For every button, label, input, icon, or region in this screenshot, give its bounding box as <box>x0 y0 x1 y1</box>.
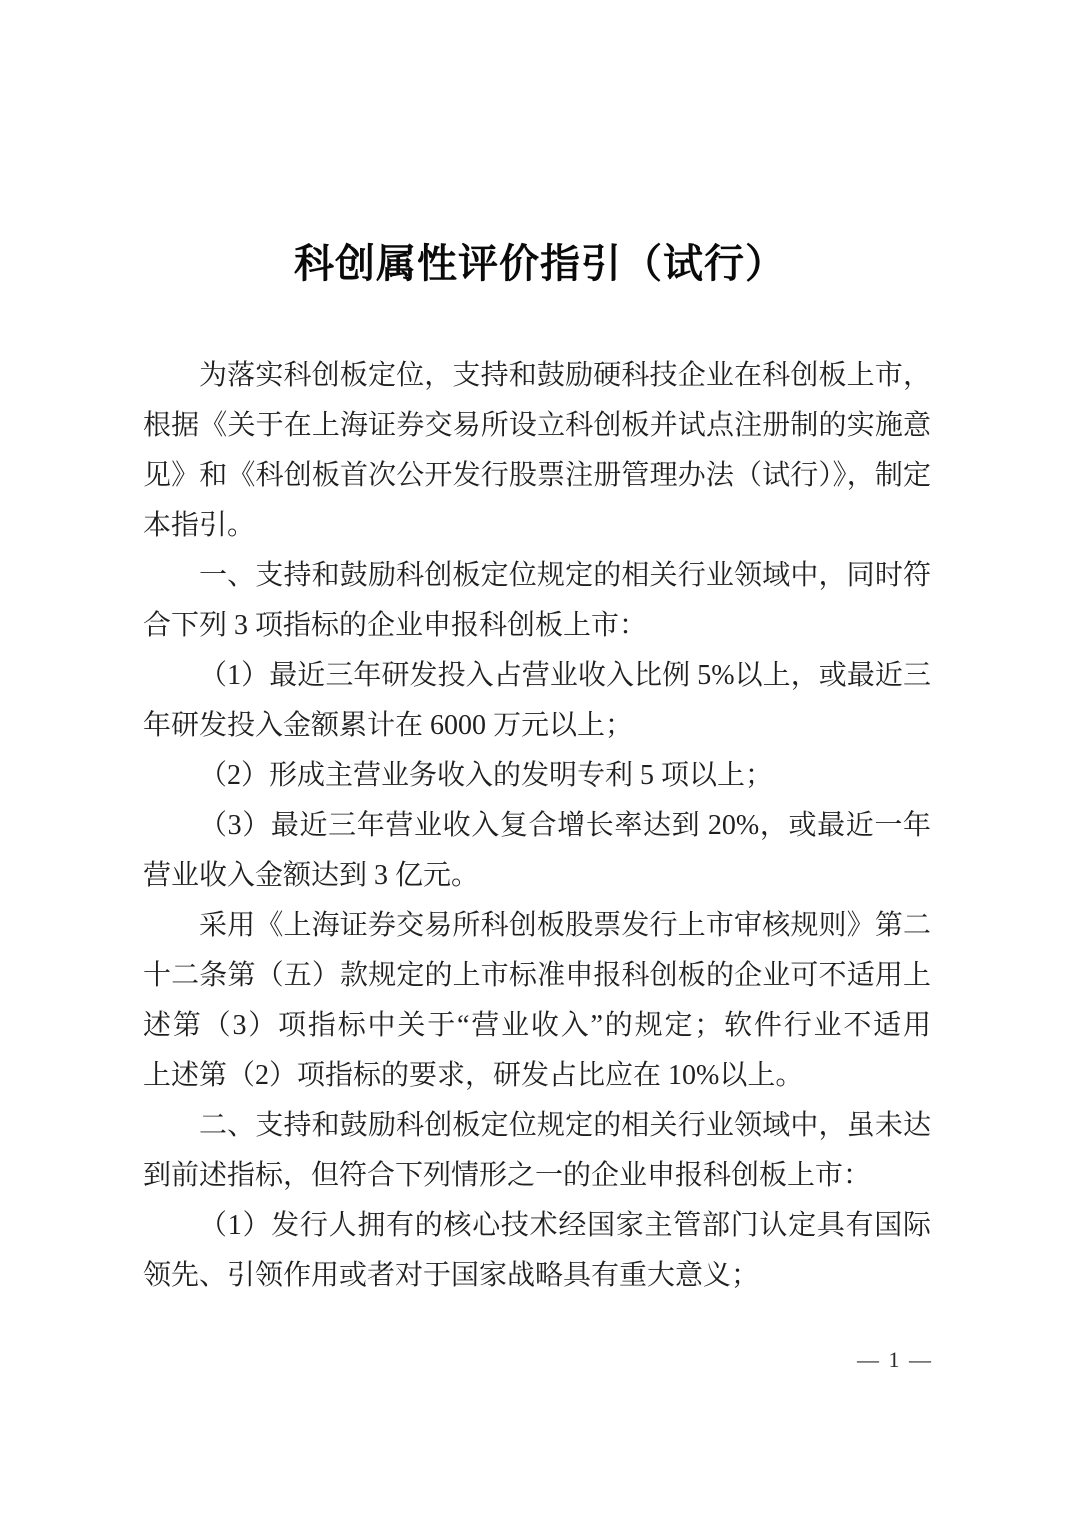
text-line: 为落实科创板定位，支持和鼓励硬科技企业在科创板上市， <box>199 360 931 391</box>
document-title: 科创属性评价指引（试行） <box>294 241 786 286</box>
text-line: （1）最近三年研发投入占营业收入比例 5%以上，或最近三 <box>199 660 931 691</box>
text-line: 营业收入金额达到 3 亿元。 <box>143 860 480 891</box>
text-line: 年研发投入金额累计在 6000 万元以上； <box>143 710 634 741</box>
text-line: 本指引。 <box>143 510 256 541</box>
text-line: 领先、引领作用或者对于国家战略具有重大意义； <box>143 1260 760 1291</box>
text-line: （1）发行人拥有的核心技术经国家主管部门认定具有国际 <box>199 1210 931 1241</box>
text-line: 见》和《科创板首次公开发行股票注册管理办法（试行）》，制定 <box>143 460 931 491</box>
text-line: （2）形成主营业务收入的发明专利 5 项以上； <box>199 760 774 791</box>
text-line: 述第（3）项指标中关于“营业收入”的规定；软件行业不适用 <box>143 1010 931 1041</box>
text-line: （3）最近三年营业收入复合增长率达到 20%，或最近一年 <box>199 810 931 841</box>
text-line: 合下列 3 项指标的企业申报科创板上市： <box>143 610 648 641</box>
text-line: 根据《关于在上海证券交易所设立科创板并试点注册制的实施意 <box>143 410 931 441</box>
text-line: 到前述指标，但符合下列情形之一的企业申报科创板上市： <box>143 1160 872 1191</box>
page-number: — 1 — <box>857 1347 933 1372</box>
text-line: 十二条第（五）款规定的上市标准申报科创板的企业可不适用上 <box>143 960 931 991</box>
text-line: 二、支持和鼓励科创板定位规定的相关行业领域中，虽未达 <box>199 1110 931 1141</box>
text-line: 采用《上海证券交易所科创板股票发行上市审核规则》第二 <box>199 910 931 941</box>
document-body <box>143 351 931 1301</box>
text-line: 上述第（2）项指标的要求，研发占比应在 10%以上。 <box>143 1060 804 1091</box>
text-line: 一、支持和鼓励科创板定位规定的相关行业领域中，同时符 <box>199 560 931 591</box>
